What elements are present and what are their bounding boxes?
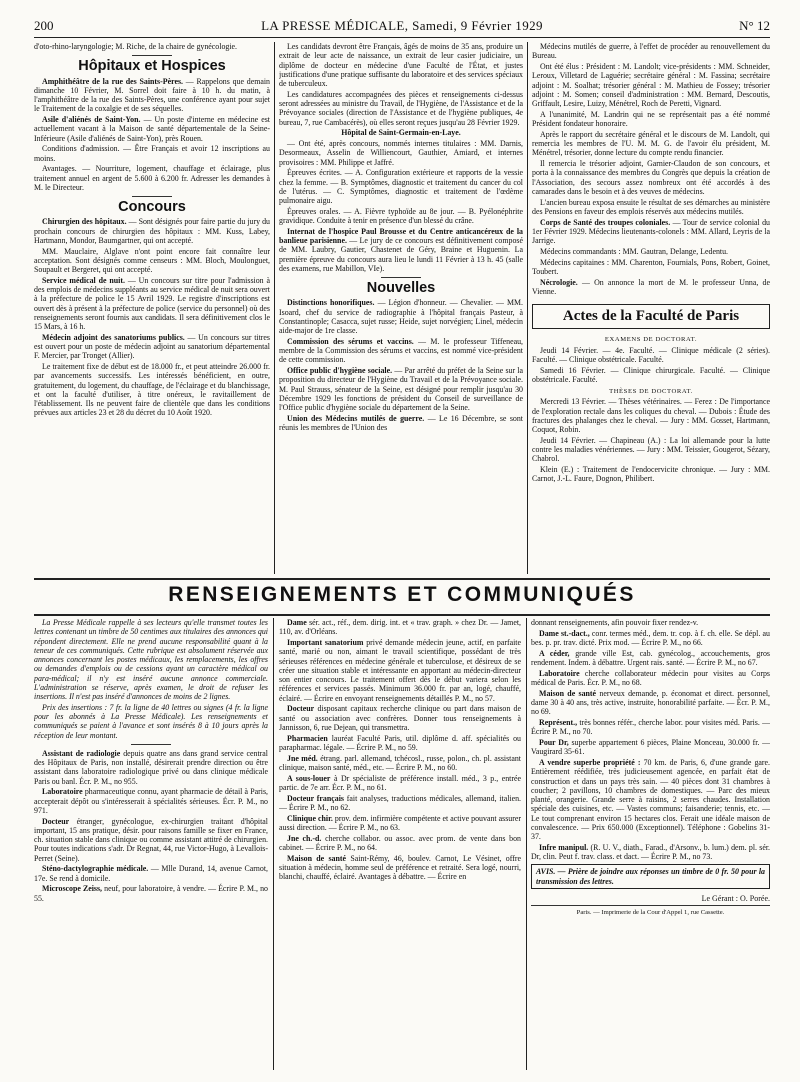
ad-item	[34, 817, 268, 863]
ad-body: privé demande médecin jeune, actif, en parfaite santé, marié ou non, aimant le travail scientifique, possédant de très sérieuses références en médecine générale et tuberculose, et désireux de se créer une situation stable et intéressante en apportant au médecin-directeur son entier concours. Le traitement offert dès le début variera selon les références et services passés. Minimum 36.000 fr. par an, logé, chauffé, éclairé. — Écrire en envoyant renseignements détaillés P. M., no 57.	[279, 638, 521, 703]
ads-column-2	[279, 618, 521, 1070]
article-body: Après le rapport du secrétaire général et le discours de M. Landolt, qui remercia les membres de l'U. M. M. G. de l'avoir élu président, M. Ménétrel, trésorier, donne lecture du compte rendu financier.	[532, 129, 770, 158]
divider	[131, 744, 171, 745]
article-body: — Un concours sur titres est ouvert pour un poste de médecin adjoint au sanatorium départemental F. Mercier, par Tronget (Allier).	[34, 332, 270, 361]
ad-body: prov. dem. infirmière compétente et active pouvant assurer aussi direction. — Écrire P. M., no 63.	[279, 813, 521, 832]
ad-body: étrang. parl. allemand, tchécosl., russe, polon., ch. pl. assistant clinique, maison santé, méd., etc. — Écrire P. M., no 60.	[279, 753, 521, 772]
ad-title: Infre manipul.	[539, 842, 589, 852]
avis-text: AVIS. — Prière de joindre aux réponses un timbre de 0 fr. 50 pour la transmission des lettres.	[536, 867, 765, 886]
ad-body: 70 km. de Paris, 6, d'une grande gare. Entièrement réédifiée, très judicieusement agencée, en parfait état de construction et dans un pays très sain. — 40 pièces dont 31 chambres à coucher; 2 pavillons, 10 chambres de domestiques. — Parc des mieux planté, orangerie. Grande serre à raisins, 2 serres chaudes. Installation spéciale des cuisines, etc. — Vastes communs; faisanderie; tennis, etc. — Le tout comprenant environ 15 hectares clos. Ferait une idéale maison de convalescence. — Prix 650.000 (Exceptionnel). Téléphone : Gobelins 31-37.	[531, 758, 770, 841]
ad-title: Important sanatorium	[287, 638, 364, 647]
ad-title: Docteur	[42, 816, 70, 826]
journal-title: LA PRESSE MÉDICALE, Samedi, 9 Février 1929	[261, 18, 543, 33]
article-body: — Tour de service colonial du 1er Février 1929. Médecins lieutenants-colonels : MM. Allard, Leyris de la Jarrige.	[532, 217, 770, 245]
article-serums	[279, 337, 523, 365]
article-title: Office public d'hygiène sociale.	[287, 366, 393, 375]
article-amphitheatre	[34, 77, 270, 114]
ads-pricing: Prix des insertions : 7 fr. la ligne de 40 lettres ou signes (4 fr. la ligne pour les abonnés à La Presse Médicale). Les renseignements et communiqués se paient à l'avance et sont insérés 8 à 10 jours après la réception de leur montant.	[34, 702, 268, 740]
article-body: Klein (E.) : Traitement de l'endocervicite chronique. — Jury : MM. Carnot, J.-L. Faure, Dognon, Philibert.	[532, 465, 770, 484]
article-asile	[34, 115, 270, 143]
ads-notice: La Presse Médicale rappelle à ses lecteurs qu'elle transmet toutes les lettres contenant un timbre de 50 centimes aux titulaires des annonces qui répondent directement. Elle ne prend aucune responsabilité quant à la teneur de ces communiqués. Cette rubrique est absolument réservée aux annonces concernant les postes médicaux, les remplacements, les offres ou demandes d'emplois ou de cessions ayant un caractère médical ou para-médical; il n'y est inséré aucune annonce commerciale. L'administration se réserve, après examen, le droit de refuser les insertions. Il n'est pas inséré d'annonces de moins de 2 lignes.	[34, 618, 268, 701]
article-body: L'ancien bureau exposa ensuite le résultat de ses démarches au ministère des Pensions en faveur des emplois réservés aux médecins mutilés.	[532, 197, 770, 216]
ad-item	[279, 774, 521, 793]
page-header	[34, 14, 770, 36]
ad-body: depuis quatre ans dans grand service central des Hôpitaux de Paris, non installé, désirerait prendre direction ou être assistant dans laboratoire radiologique privé ou dans clinique médicale Paris ou banl. Écr. P. M., no 955.	[34, 748, 268, 786]
column-1	[34, 42, 270, 574]
subheading-examens: EXAMENS DE DOCTORAT.	[604, 336, 698, 344]
ad-item	[34, 749, 268, 786]
article-title: Commission des sérums et vaccins.	[287, 336, 414, 346]
article-union	[279, 414, 523, 433]
section-title-hopitaux: Hôpitaux et Hospices	[78, 58, 226, 75]
article-title: Union des Médecins mutilés de guerre.	[287, 413, 425, 423]
article-title: Médecin adjoint des sanatoriums publics.	[42, 332, 185, 342]
ad-item	[279, 834, 521, 853]
article-body: — Le jury de ce concours est définitivement composé de MM. Laubry, Gautier, Chastenet de Géry, Braine et Huguenin. La première épreuve du concours aura lieu le lundi 11 Février à 13 h. 45 (salle des examens, rue Mabillon, VIe).	[279, 236, 523, 273]
article-body: Médecins commandants : MM. Gautran, Delange, Ledentu.	[540, 246, 729, 256]
article-body: Avantages. — Nourriture, logement, chauffage et éclairage, plus traitement annuel en argent de 5.600 à 6.200 fr. Adresser les demandes à M. le Directeur.	[34, 164, 270, 192]
article-hygiene	[279, 366, 523, 412]
printer-line: Paris. — Imprimerie de la Cour d'Appel 1, rue Cassette.	[531, 905, 770, 917]
avis-box	[531, 864, 770, 889]
intro-text: d'oto-rhino-laryngologie; M. Riche, de la chaire de gynécologie.	[34, 42, 238, 51]
article-corps-sante	[532, 218, 770, 246]
ad-body: à Dr spécialiste de préférence install. méd., 3 p., entrée partic. de 7e arr. Écr. P. M., no 61.	[279, 773, 521, 792]
ad-body: neuf, pour laboratoire, à vendre. — Écrire P. M., no 55.	[34, 884, 268, 903]
ad-title: Laboratoire	[42, 787, 83, 797]
article-body: — M. le professeur Tiffeneau, membre de la Commission des sérums et vaccins, est nommé vice-président de cette commission.	[279, 336, 523, 365]
ad-item	[531, 629, 770, 648]
banner-rule-top	[34, 578, 770, 580]
ad-title: Jne méd.	[287, 753, 318, 763]
ad-body: — Mlle Durand, 14, avenue Carnot, 17e. Se rend à domicile.	[34, 864, 268, 883]
header-rule	[34, 37, 770, 38]
ad-title: Pour Dr,	[539, 738, 569, 747]
section-title-nouvelles: Nouvelles	[366, 280, 436, 296]
article-title: Corps de Santé des troupes coloniales.	[540, 217, 671, 227]
article-body: Jeudi 14 Février. — Chapineau (A.) : La loi allemande pour la lutte contre les maladies vénériennes. — Jury : MM. Teissier, Gougerot, Sézary, Chabrol.	[532, 435, 770, 464]
article-title: Asile d'aliénés de Saint-Yon.	[42, 115, 141, 124]
ad-body: nerveux demande, p. économat et direct. personnel, dame 30 à 40 ans, très active, instruite, honorabilité parfaite. — Écr. P. M., no 69.	[531, 688, 770, 717]
article-service-nuit	[34, 276, 270, 332]
ad-item	[279, 854, 521, 882]
ad-body: lauréat Faculté Paris, util. diplôme d. aff. spécialités ou parapharmac. légale. — Écrire P. M., no 59.	[279, 733, 521, 752]
ad-title: Dame	[287, 618, 307, 627]
article-body: — Sont désignés pour faire partie du jury du prochain concours de chirurgien des hôpitaux : MM. Kuss, Labey, Hartmann, Mondor, Baumgartner, qui ont accepté.	[34, 217, 270, 245]
gerant-line: Le Gérant : O. Porée.	[701, 893, 770, 903]
ad-item	[279, 814, 521, 833]
article-brousse	[279, 227, 523, 273]
article-body: Samedi 16 Février. — Clinique chirurgicale. Faculté. — Clinique obstétricale. Faculté.	[532, 365, 770, 384]
ad-title: Dame st.-dact.,	[539, 628, 590, 638]
article-body: Ont été élus : Président : M. Landolt; vice-présidents : MM. Schneider, Leroux, Villetard de Laguérie; secrétaire général : M. Fassina; secrétaire adjoint : M. Soalhat; trésorier général : M. Mathieu de Fossey; trésorier adjoint : M. Somen; conseil d'administration : MM. Bernard, Descoutis, Griffault, Lesire, Luizy, Ménétrel, Roch de Peretti, Vignard.	[532, 62, 770, 108]
ad-body: cherche collaborateur médecin pour visites au Corps médical de Paris. Écr. P. M., no 68.	[531, 668, 770, 687]
article-title-centered	[279, 128, 523, 137]
ad-body: disposant capitaux recherche clinique ou part dans maison de santé ou association avec confrères. Donner tous renseignements à Jannisson, 6, rue Dejean, qui transmettra.	[279, 704, 521, 732]
column-rule	[274, 42, 275, 574]
article-title: Service médical de nuit.	[42, 275, 125, 285]
article-body: Les candidats devront être Français, âgés de moins de 35 ans, produire un extrait de leur acte de naissance, un extrait de leur casier judiciaire, un diplôme de docteur en médecine d'une Faculté de l'État, et justes justifications d'une pratique suffisante du laboratoire et des services spéciaux de tuberculeux.	[279, 42, 523, 88]
article-body: Médecins capitaines : MM. Charenton, Fournials, Pons, Robert, Goinet, Toubert.	[532, 257, 770, 276]
article-body: — Par arrêté du préfet de la Seine sur la proposition du directeur de l'Hygiène du Travail et de la Prévoyance sociale. M. Paul Strauss, sénateur de la Seine, est désigné pour remplir jusqu'au 30 Décembre 1929 les fonctions de président du Conseil de surveillance de l'Office public d'hygiène sociale du département de la Seine.	[279, 366, 523, 412]
article-body: Il remercia le trésorier adjoint, Garnier-Claudon de son concours, et porta à la connaissance des membres du Congrès que depuis la création de l'Association, des secours assez nombreux ont été accordés à des camarades dans le besoin et à des veuves de médecins.	[532, 159, 770, 196]
ad-item	[531, 758, 770, 841]
subheading-theses: THÈSES DE DOCTORAT.	[609, 388, 693, 395]
article-title: Chirurgien des hôpitaux.	[42, 217, 127, 227]
ads-column-3	[531, 618, 770, 1070]
ad-title: A sous-louer	[287, 773, 331, 783]
column-rule	[527, 42, 528, 574]
ad-item	[531, 738, 770, 757]
ad-title: Assistant de radiologie	[42, 748, 121, 758]
ad-title: Docteur français	[287, 793, 344, 803]
ad-title: A céder,	[539, 648, 570, 658]
ad-body: fait analyses, traductions médicales, allemand, italien. — Écrire P. M., no 62.	[279, 793, 521, 812]
ad-item	[34, 864, 268, 883]
article-body: Médecins mutilés de guerre, à l'effet de procéder au renouvellement du Bureau.	[532, 42, 770, 61]
ad-body: conr. termes méd., dem. tr. cop. à f. ch. elle. Se dépl. au bes. p. pr. trav. dicté. Prix mod. — Écrire P. M., no 66.	[531, 628, 770, 647]
article-chirurgien	[34, 217, 270, 245]
ad-title: Clinique chir.	[287, 813, 333, 823]
article-body: MM. Mauclaire, Alglave n'ont point encore fait connaître leur acceptation. Sont désignés comme censeurs : MM. Bloch, Moulonguet, Soupault et Bergeret, qui ont accepté.	[34, 246, 270, 274]
column-rule	[526, 618, 527, 1070]
ad-body: sér. act., réf., dem. dirig. int. et « trav. graph. » chez Dr. — Jamet, 110, av. d'Orléans.	[279, 618, 521, 637]
ad-item	[531, 669, 770, 688]
ad-title: Jne ch.-d.	[287, 833, 322, 843]
ad-title: Laboratoire	[539, 668, 580, 678]
divider	[381, 277, 421, 278]
ad-title: Maison de santé	[287, 853, 347, 863]
article-title: Nécrologie.	[540, 277, 578, 287]
column-rule	[273, 618, 274, 1070]
ad-item	[279, 794, 521, 813]
column-3	[532, 42, 770, 574]
ad-item	[531, 649, 770, 668]
issue-number: N° 12	[739, 18, 770, 33]
banner-renseignements: RENSEIGNEMENTS ET COMMUNIQUÉS	[168, 583, 636, 606]
ad-title: Microscope Zeiss,	[42, 884, 103, 894]
article-body: — Le 16 Décembre, se sont réunis les membres de l'Union des	[279, 413, 523, 432]
divider	[132, 55, 172, 56]
section-title-faculte: Actes de la Faculté de Paris	[532, 304, 770, 329]
article-title: Amphithéâtre de la rue des Saints-Pères.	[42, 76, 183, 86]
banner-rule-bottom	[34, 614, 770, 616]
ads-column-1	[34, 618, 268, 1070]
section-title-concours: Concours	[118, 199, 186, 215]
ad-item	[34, 884, 268, 903]
article-body: — On annonce la mort de M. le professeur Unna, de Vienne.	[532, 277, 770, 296]
ad-item	[279, 754, 521, 773]
ad-body: cherche collabor. ou assoc. avec prom. de vente dans bon cabinet. — Écrire P. M., no 64.	[279, 833, 521, 852]
article-body: Le traitement fixe de début est de 18.000 fr., et peut atteindre 26.000 fr. par avancements successifs. Les intéressés bénéficient, en outre, gratuitement, du logement, du chauffage, de l'éclairage et du blanchissage, et ont la faculté d'utiliser, à titre onéreux, le ravitaillement de l'établissement. Ils ne peuvent faire de clientèle que dans les conditions prévues aux articles 23 et 28 du décret du 10 Août 1920.	[34, 362, 270, 418]
article-title: Distinctions honorifiques.	[287, 298, 375, 308]
ad-item	[531, 843, 770, 862]
ad-body: donnant renseignements, afin pouvoir fixer rendez-v.	[531, 618, 699, 627]
article-body: — Légion d'honneur. — Chevalier. — MM. Isoard, chef du service de radiographie à l'hôpital français Pasteur, à Constantinople; Casacca, sujet russe; Heide, sujet norvégien; Linel, médecin aide-major de 1re classe.	[279, 298, 523, 335]
article-body: Épreuves orales. — A. Fièvre typhoïde au 8e jour. — B. Pyélonéphrite gravidique. Conduite à tenir en présence d'un blessé du crâne.	[279, 206, 523, 225]
divider	[132, 196, 172, 197]
ad-body: (R. U. V., diath., Farad., d'Arsonv., b. lum.) dem. pl. sér. Dr, clin. Peut f. trav. class. et dact. — Écrire P. M., no 73.	[531, 842, 770, 861]
ad-body: Saint-Rémy, 46, boulev. Carnot, Le Vésinet, offre situation à médecin, homme seul de préférence et retraité. Sera logé, nourri, blanchi, chauffé, éclairé. Avantages à débattre. — Écrire en	[279, 853, 521, 881]
article-title: Internat de l'hospice Paul Brousse et du Centre anticancéreux de la banlieue parisienne.	[279, 226, 523, 245]
ad-title: Sténo-dactylographie médicale.	[42, 864, 149, 874]
ad-body: étranger, gynécologue, ex-chirurgien traitant d'hôpital important, 15 ans pratique, désir. pour raisons famille se fixer en France, ch. situation stable dans clinique ou comme assistant attitré de chirurgien. Pour toutes indications s'adr. Dr Regnat, 44, rue Victor-Hugo, à Levallois-Perret (Seine).	[34, 816, 268, 863]
page-number: 200	[34, 18, 54, 33]
article-sanatoriums	[34, 333, 270, 361]
article-body: — Ont été, après concours, nommés internes titulaires : MM. Darnis, Desormeaux, Asselin de Williencourt, Gauthier, Amiard, et internes provisoires : MM. Philippe et Jaffré.	[279, 139, 523, 167]
ad-title: Maison de santé	[539, 688, 597, 698]
ad-body: très bonnes référ., cherche labor. pour visites méd. Paris. — Écrire P. M., no 70.	[531, 718, 770, 737]
article-body: Jeudi 14 Février. — 4e. Faculté. — Clinique médicale (2 séries). Faculté. — Clinique obstétricale. Faculté.	[532, 345, 770, 364]
article-body: Les candidatures accompagnées des pièces et renseignements ci-dessus seront adressées au ministre du Travail, de l'Hygiène, de l'Assistance et de la Prévoyance sociales (direction de l'Assistance et de l'hygiène publiques, 4e bureau, 7, rue Cambacérès), où elles seront reçues jusqu'au 28 Février 1929.	[279, 89, 523, 127]
ad-title: Représent.,	[539, 718, 578, 727]
ad-title: Docteur	[287, 704, 315, 714]
ad-item	[279, 618, 521, 637]
article-body: Conditions d'admission. — Être Français et avoir 12 inscriptions au moins.	[34, 144, 270, 163]
ad-item	[34, 787, 268, 815]
article-body: — Un poste d'interne en médecine est actuellement vacant à la Maison de santé départementale de la Seine-Inférieure (Asile d'aliénés de Saint-Yon), près Rouen.	[34, 115, 270, 143]
ad-item	[279, 734, 521, 753]
ad-item	[279, 704, 521, 732]
ad-item	[531, 718, 770, 737]
ad-title: A vendre superbe propriété :	[539, 758, 641, 767]
ad-item	[279, 638, 521, 703]
article-body: — Un concours sur titre pour l'admission à des emplois de médecins suppléants au service médical de nuit sera ouvert à la préfecture de police le 15 Avril 1929. Le registre d'inscriptions est ouvert dès à présent à la préfecture de police (service du personnel) où des renseignements seront fournis aux candidats. Il sera définitivement clos le 15 Mars, à 16 h.	[34, 275, 270, 331]
ad-body: grande ville Est, cab. gynécolog., accouchements, gros rendement. Indem. à débattre. Urgent rais. santé. — Écrire P. M., no 67.	[531, 648, 770, 667]
article-title: Hôpital de Saint-Germain-en-Laye.	[341, 128, 461, 138]
ad-title: Pharmacien	[287, 733, 328, 743]
article-body: A l'unanimité, M. Landrin qui ne se représentait pas a été nommé Président fondateur honoraire.	[532, 109, 770, 128]
article-body: Épreuves écrites. — A. Configuration extérieure et rapports de la vessie chez la femme. — B. Symptômes, diagnostic et traitement du cancer du col de l'utérus. — C. Symptômes, diagnostic et traitement de l'œdème pulmonaire aigu.	[279, 168, 523, 205]
ad-body: superbe appartement 6 pièces, Plaine Monceau, 30.000 fr. — Vaugirard 35-61.	[531, 738, 770, 757]
article-distinctions	[279, 298, 523, 335]
article-necrologie	[532, 278, 770, 297]
article-body: Mercredi 13 Février. — Thèses vétérinaires. — Ferez : De l'importance de l'exploration rectale dans les coliques du cheval. — Dubois : Étude des fractures des phalanges chez le cheval. — Jury : MM. Gosset, Hartmann, Coquot, Robin.	[532, 397, 770, 434]
ad-item	[531, 689, 770, 717]
column-2	[279, 42, 523, 574]
article-body: — Rappelons que demain dimanche 10 Février, M. Sorrel doit faire à 10 h. du matin, à l'amphithéâtre de la rue des Saints-Pères, une conférence ayant pour sujet le Traitement de la coxalgie et de ses séquelles.	[34, 76, 270, 114]
ad-body: pharmaceutique connu, ayant pharmacie de détail à Paris, accepterait dépôt ou s'intéresserait à spécialités sérieuses. Écr. P. M., no 971.	[34, 787, 268, 815]
